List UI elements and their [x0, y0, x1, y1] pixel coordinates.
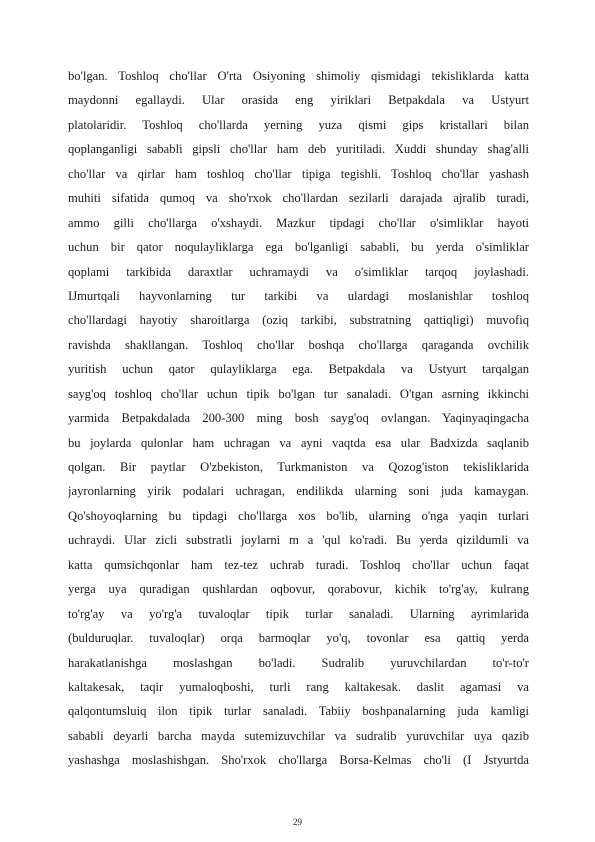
text-line: platolaridir. Toshloq cho'llarda yerning yuza qismi gips kristallari bilan — [68, 117, 529, 132]
text-line: kaltakesak, taqir yumaloqboshi, turli rang kaltakesak. daslit agamasi va — [68, 679, 529, 694]
text-line: bu joylarda qulonlar ham uchragan va ayni vaqtda esa ular Badxizda saqlanib — [68, 435, 529, 450]
page-number: 29 — [293, 817, 302, 827]
text-line: muhiti sifatida qumoq va sho'rxok cho'llardan sezilarli darajada ajralib turadi, — [68, 191, 529, 206]
text-line: qolgan. Bir paytlar O'zbekiston, Turkmaniston va Qozog'iston tekisliklarida — [68, 460, 529, 474]
text-line: qoplami tarkibida daraxtlar uchramaydi va o'simliklar tarqoq joylashadi. — [68, 264, 529, 279]
text-line: (bulduruqlar. tuvaloqlar) orqa barmoqlar yo'q, tovonlar esa qattiq yerda — [68, 631, 529, 646]
body-text — [68, 64, 529, 773]
text-line: qoplanganligi sababli gipsli cho'llar ham deb yuritiladi. Xuddi shunday shag'alli — [68, 142, 529, 157]
text-line: yarmida Betpakdalada 200-300 ming bosh sayg'oq ovlangan. Yaqinyaqingacha — [68, 411, 529, 426]
text-line: yuritish uchun qator qulayliklarga ega. Betpakdala va Ustyurt tarqalgan — [68, 362, 529, 377]
text-line: IJmurtqali hayvonlarning tur tarkibi va ulardagi moslanishlar toshloq — [68, 288, 529, 303]
text-line: sababli deyarli barcha mayda sutemizuvchilar va sudralib yuruvchilar uya qazib — [68, 728, 529, 743]
text-line: sayg'oq toshloq cho'llar uchun tipik bo'lgan tur sanaladi. O'tgan asrning ikkinchi — [68, 386, 529, 401]
text-line: bo'lgan. Toshloq cho'llar O'rta Osiyoning shimoliy qismidagi tekisliklarda katta — [68, 69, 529, 83]
text-line: maydonni egallaydi. Ular orasida eng yiriklari Betpakdala va Ustyurt — [68, 93, 529, 108]
text-line: uchun bir qator noqulayliklarga ega bo'lganligi sababli, bu yerda o'simliklar — [68, 240, 529, 255]
text-line: yashashga moslashishgan. Sho'rxok cho'llarga Borsa-Kelmas cho'li (I Jstyurtda — [68, 753, 529, 768]
text-line: ravishda shakllangan. Toshloq cho'llar boshqa cho'llarga qaraganda ovchilik — [68, 337, 529, 352]
text-line: harakatlanishga moslashgan bo'ladi. Sudralib yuruvchilardan to'r-to'r — [68, 655, 529, 670]
text-line: katta qumsichqonlar ham tez-tez uchrab turadi. Toshloq cho'llar uchun faqat — [68, 557, 529, 572]
text-line: jayronlarning yirik podalari uchragan, endilikda ularning soni juda kamaygan. — [68, 484, 529, 499]
text-line: Qo'shoyoqlarning bu tipdagi cho'llarga xos bo'lib, ularning o'nga yaqin turlari — [68, 508, 529, 523]
text-line: to'rg'ay va yo'rg'a tuvaloqlar tipik turlar sanaladi. Ularning ayrimlarida — [68, 606, 529, 621]
text-line: cho'llardagi hayotiy sharoitlarga (oziq tarkibi, substratning qattiqligi) muvofiq — [68, 313, 529, 328]
text-line: qalqontumsluiq ilon tipik turlar sanaladi. Tabiiy boshpanalarning juda kamligi — [68, 704, 529, 719]
text-line: cho'llar va qirlar ham toshloq cho'llar tipiga tegishli. Toshloq cho'llar yashash — [68, 166, 529, 181]
text-line: ammo gilli cho'llarga o'xshaydi. Mazkur tipdagi cho'llar o'simliklar hayoti — [68, 215, 529, 230]
text-line: uchraydi. Ular zicli substratli joylarni m a 'qul ko'radi. Bu yerda qizildumli va — [68, 533, 529, 548]
text-line: yerga uya quradigan qushlardan oqbovur, qorabovur, kichik to'rg'ay, kulrang — [68, 582, 529, 597]
